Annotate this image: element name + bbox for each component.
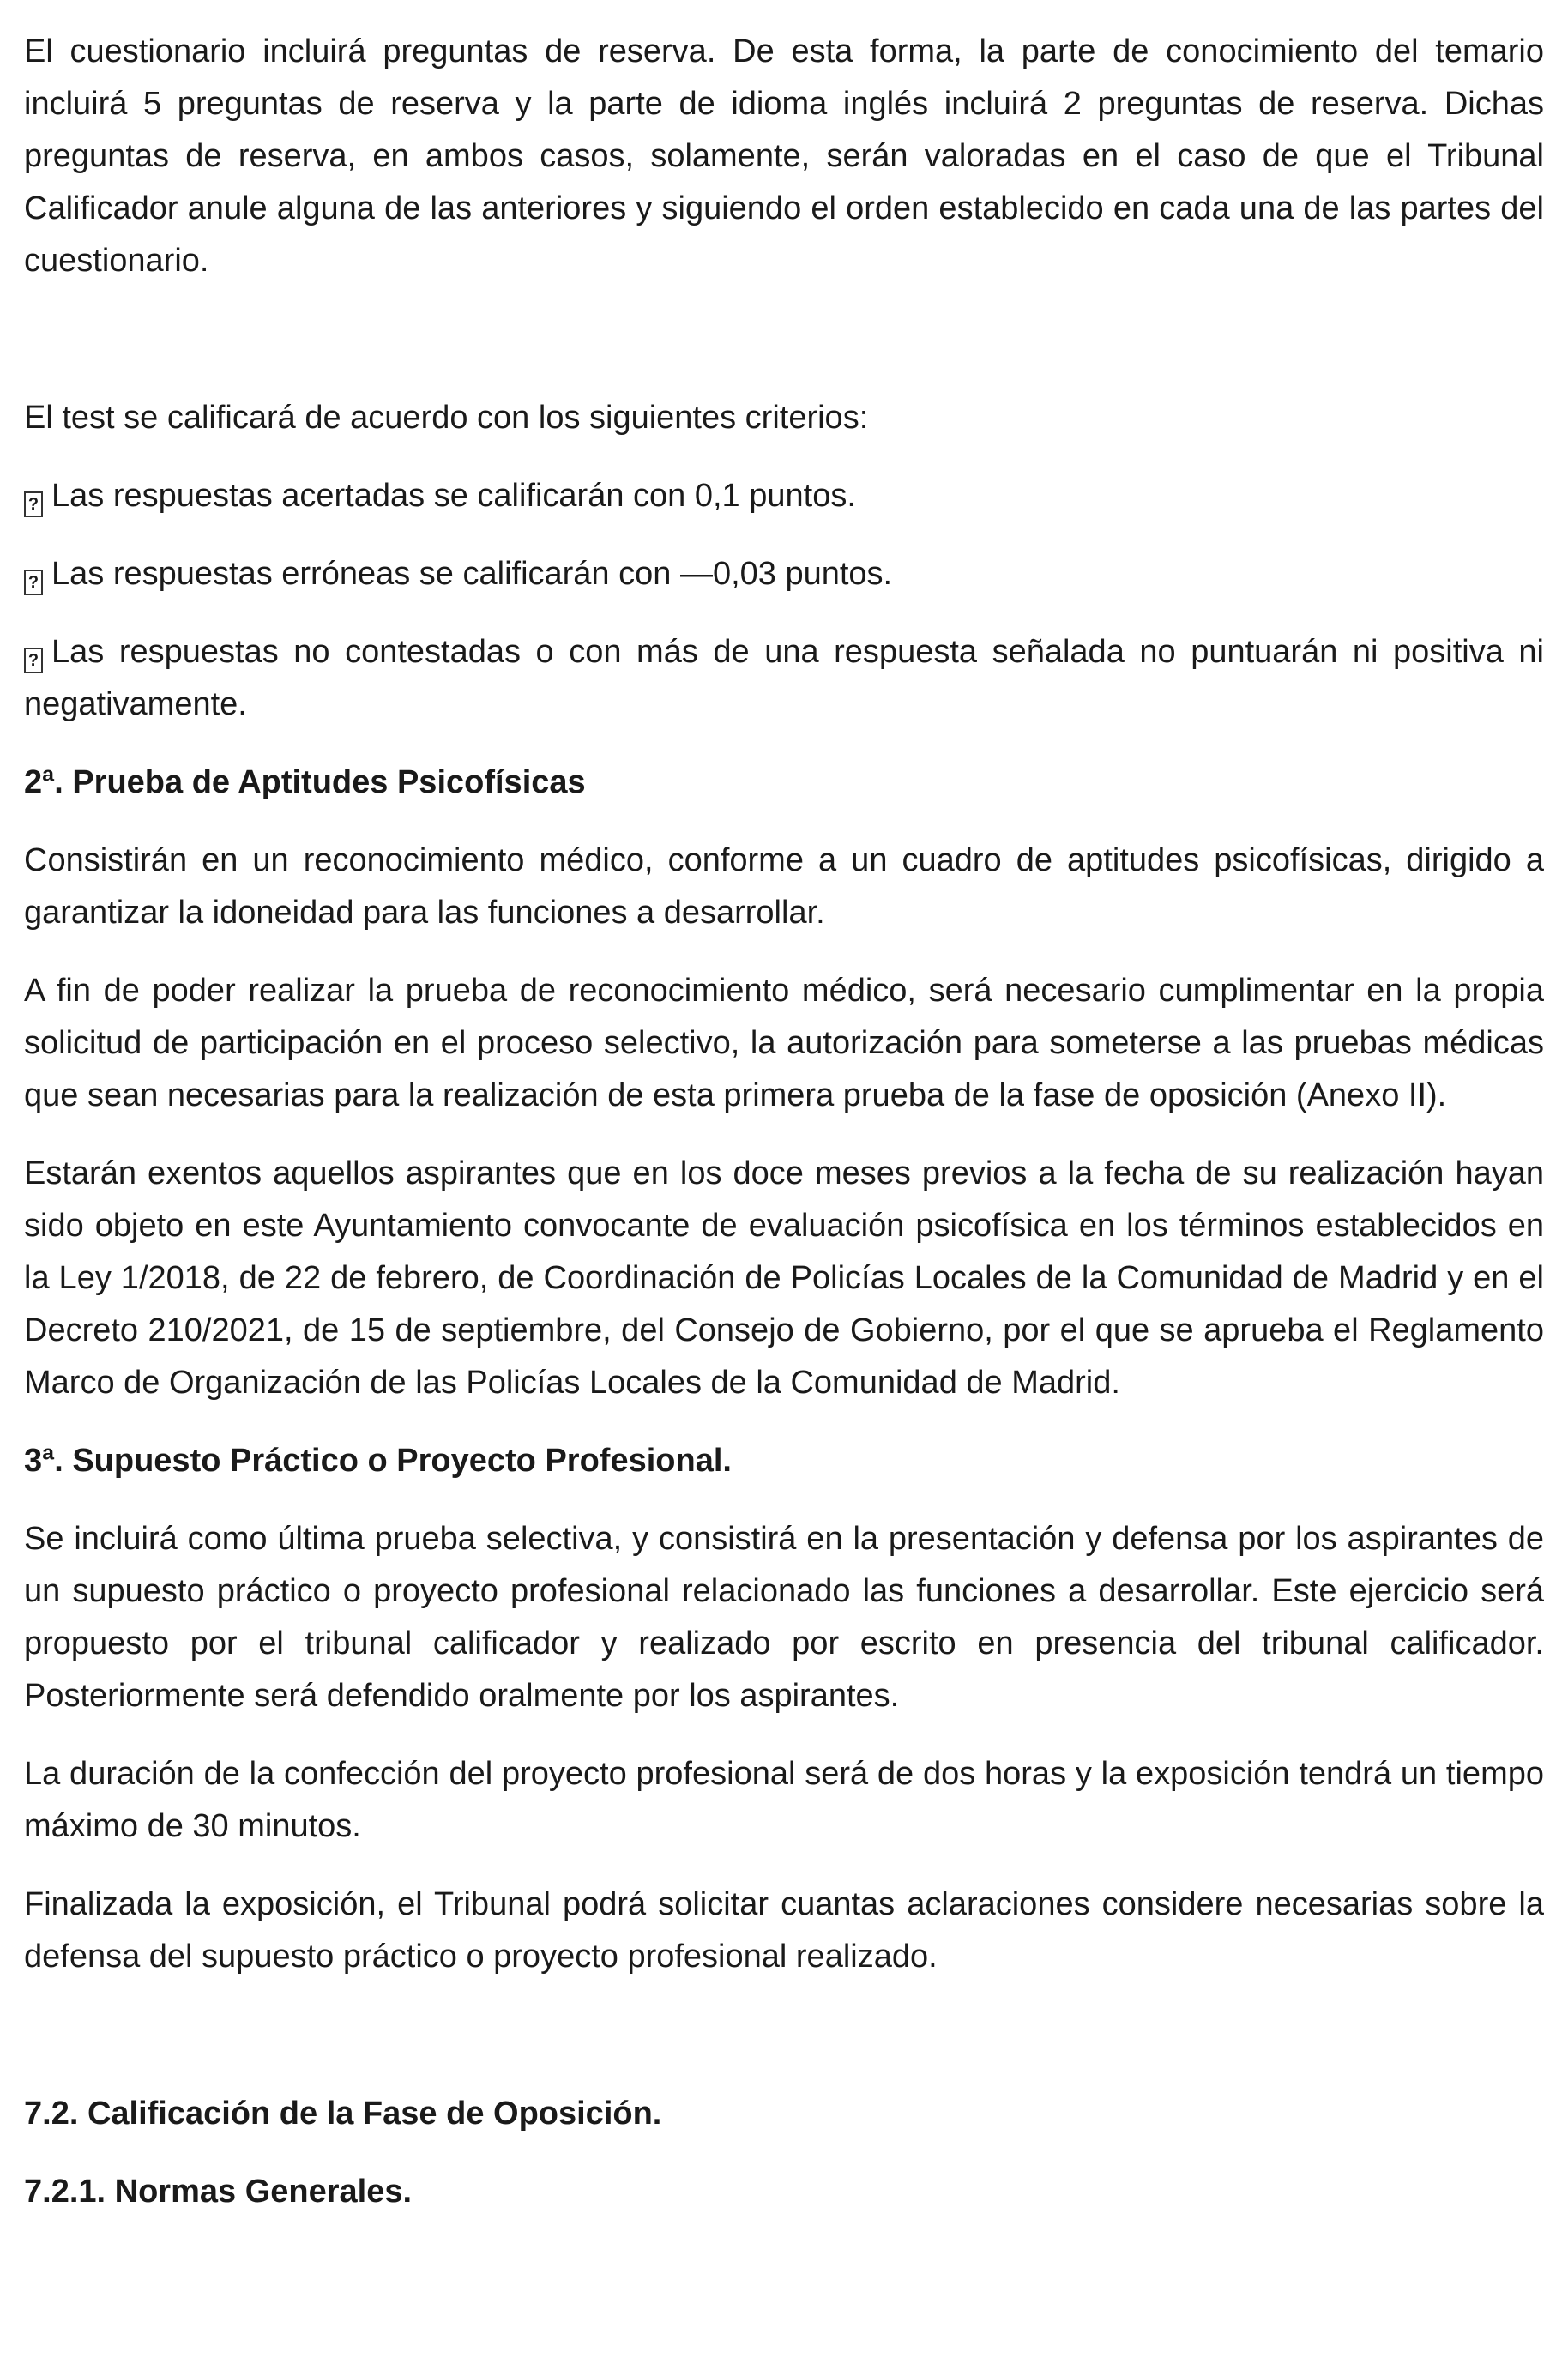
paragraph-cuestionario-reserva: El cuestionario incluirá preguntas de reserva. De esta forma, la parte de conocimiento del temario incluirá 5 preguntas de reserva y la parte de idioma inglés incluirá 2 preguntas de reserva. Dichas preguntas de reserva, en ambos casos, solamente, serán valoradas en el caso de que el Tribunal Calificador anule alguna de las anteriores y siguiendo el orden establecido en cada una de las partes del cuestionario. <box>24 33 1544 279</box>
paragraph-duracion: La duración de la confección del proyecto profesional será de dos horas y la exposición tendrá un tiempo máximo de 30 minutos. <box>24 1756 1544 1844</box>
document-page <box>24 26 1544 2218</box>
paragraph-exentos: Estarán exentos aquellos aspirantes que en los doce meses previos a la fecha de su realización hayan sido objeto en este Ayuntamiento convocante de evaluación psicofísica en los términos establecidos en la Ley 1/2018, de 22 de febrero, de Coordinación de Policías Locales de la Comunidad de Madrid y en el Decreto 210/2021, de 15 de septiembre, del Consejo de Gobierno, por el que se aprueba el Reglamento Marco de Organización de las Policías Locales de la Comunidad de Madrid. <box>24 1155 1544 1401</box>
heading-aptitudes-psicofisicas: 2ª. Prueba de Aptitudes Psicofísicas <box>24 764 586 800</box>
bullet-item-acertadas <box>24 470 1544 522</box>
missing-glyph-icon: ? <box>24 648 43 673</box>
paragraph-finalizada-exposicion: Finalizada la exposición, el Tribunal podrá solicitar cuantas aclaraciones considere necesarias sobre la defensa del supuesto práctico o proyecto profesional realizado. <box>24 1886 1544 1975</box>
heading-normas-generales: 7.2.1. Normas Generales. <box>24 2174 413 2210</box>
paragraph-criterios-intro: El test se calificará de acuerdo con los siguientes criterios: <box>24 400 869 436</box>
bullet-item-erroneas <box>24 548 1544 600</box>
heading-calificacion-fase-oposicion: 7.2. Calificación de la Fase de Oposición. <box>24 2096 662 2132</box>
paragraph-ultima-prueba: Se incluirá como última prueba selectiva, y consistirá en la presentación y defensa por los aspirantes de un supuesto práctico o proyecto profesional relacionado las funciones a desarrollar. Este ejercicio será propuesto por el tribunal calificador y realizado por escrito en presencia del tribunal calificador. Posteriormente será defendido oralmente por los aspirantes. <box>24 1521 1544 1714</box>
heading-supuesto-practico: 3ª. Supuesto Práctico o Proyecto Profesional. <box>24 1443 732 1479</box>
paragraph-autorizacion-pruebas: A fin de poder realizar la prueba de reconocimiento médico, será necesario cumplimentar en la propia solicitud de participación en el proceso selectivo, la autorización para someterse a las pruebas médicas que sean necesarias para la realización de esta primera prueba de la fase de oposición (Anexo II). <box>24 973 1544 1113</box>
paragraph-reconocimiento-medico: Consistirán en un reconocimiento médico, conforme a un cuadro de aptitudes psicofísicas, dirigido a garantizar la idoneidad para las funciones a desarrollar. <box>24 842 1544 931</box>
missing-glyph-icon: ? <box>24 491 43 517</box>
missing-glyph-icon: ? <box>24 570 43 595</box>
bullet-text: Las respuestas erróneas se calificarán con —0,03 puntos. <box>51 556 893 592</box>
bullet-item-no-contestadas <box>24 626 1544 731</box>
bullet-text: Las respuestas acertadas se calificarán con 0,1 puntos. <box>51 478 856 514</box>
bullet-text: Las respuestas no contestadas o con más de una respuesta señalada no puntuarán ni positiva ni negativamente. <box>24 634 1544 722</box>
